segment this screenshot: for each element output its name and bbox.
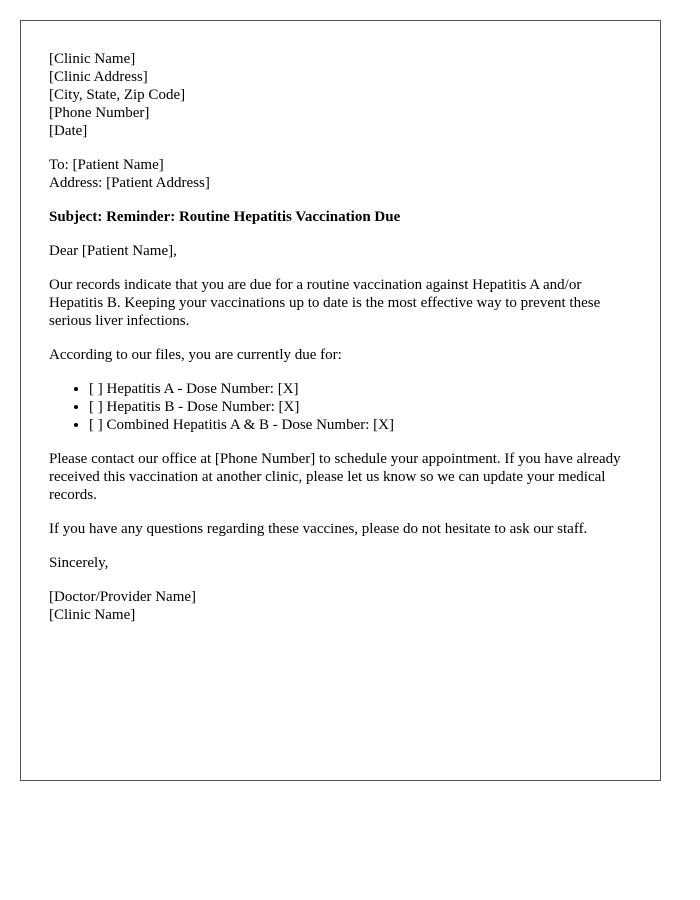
recipient-name: To: [Patient Name]: [49, 157, 164, 173]
body-paragraph-4: If you have any questions regarding these vaccines, please do not hesitate to ask our staff.: [49, 521, 588, 537]
letter-content: [49, 50, 639, 640]
recipient-block: [49, 156, 639, 192]
clinic-name: [Clinic Name]: [49, 51, 136, 67]
body-paragraph-2: According to our files, you are currently due for:: [49, 347, 342, 363]
clinic-address: [Clinic Address]: [49, 69, 148, 85]
letter-page: [20, 20, 661, 781]
due-vaccination-list: [49, 380, 639, 434]
body-paragraph-1: Our records indicate that you are due for a routine vaccination against Hepatitis A and/or Hepatitis B. Keeping your vaccinations up to date is the most effective way to prevent these serious liver infections.: [49, 277, 601, 329]
closing: Sincerely,: [49, 555, 109, 571]
clinic-phone-number: [Phone Number]: [49, 105, 150, 121]
body-paragraph-3: Please contact our office at [Phone Number] to schedule your appointment. If you have already received this vaccination at another clinic, please let us know so we can update your medical records.: [49, 451, 621, 503]
signature-clinic-name: [Clinic Name]: [49, 607, 136, 623]
list-item-combined-hepatitis: • [ ] Combined Hepatitis A & B - Dose Number: [X]: [89, 416, 639, 434]
salutation: Dear [Patient Name],: [49, 243, 177, 259]
list-item-hepatitis-a: • [ ] Hepatitis A - Dose Number: [X]: [89, 380, 639, 398]
clinic-city-state-zip: [City, State, Zip Code]: [49, 87, 186, 103]
signature-block: [49, 588, 639, 624]
list-item-hepatitis-b: • [ ] Hepatitis B - Dose Number: [X]: [89, 398, 639, 416]
subject-line: Subject: Reminder: Routine Hepatitis Vaccination Due: [49, 209, 401, 225]
recipient-address: Address: [Patient Address]: [49, 175, 210, 191]
letter-date: [Date]: [49, 123, 88, 139]
provider-name: [Doctor/Provider Name]: [49, 589, 197, 605]
clinic-header: [49, 50, 639, 140]
